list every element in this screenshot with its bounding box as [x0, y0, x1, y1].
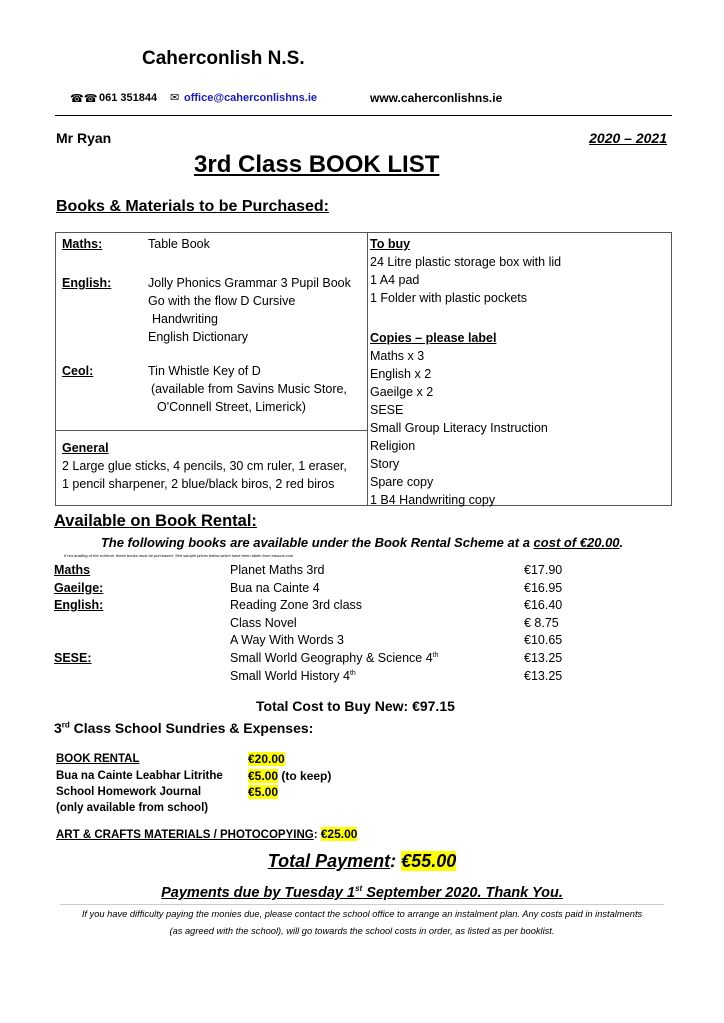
general-label: General — [62, 441, 109, 455]
rental-book — [230, 651, 439, 665]
school-name: Caherconlish N.S. — [142, 48, 305, 69]
rental-book: Bua na Cainte 4 — [230, 580, 320, 595]
footer-line-1: If you have difficulty paying the monies due, please contact the school office to arrange an instalment plan. Any costs paid in instalments — [81, 909, 643, 919]
subjects-cell — [55, 232, 368, 431]
sundries-heading — [54, 720, 313, 736]
total-cost-new: Total Cost to Buy New: €97.15 — [256, 698, 455, 714]
bua-amount: €5.00 — [248, 769, 279, 783]
to-buy-item: 24 Litre plastic storage box with lid — [370, 255, 562, 269]
sundries-num: 3 — [54, 720, 62, 736]
website[interactable]: www.caherconlishns.ie — [370, 91, 503, 105]
teacher: Mr Ryan — [56, 130, 112, 146]
rental-heading: Available on Book Rental: — [54, 512, 257, 530]
journal-note: (only available from school) — [56, 802, 209, 814]
general-cell — [55, 430, 368, 506]
rental-price: €17.90 — [524, 563, 563, 577]
book-item: Go with the flow D Cursive — [148, 294, 296, 308]
rental-price: €13.25 — [524, 651, 563, 665]
book-item: Jolly Phonics Grammar 3 Pupil Book — [148, 276, 351, 290]
rental-price: €13.25 — [524, 668, 563, 683]
phone: 061 351844 — [99, 92, 158, 104]
sundries-title: Class School Sundries & Expenses: — [69, 720, 314, 736]
rental-book-sup: th — [432, 651, 439, 659]
sundries-sup: rd — [61, 720, 70, 730]
rental-price: €16.95 — [524, 580, 563, 595]
footer-line-2: (as agreed with the school), will go towards the school costs in order, as listed as per booklist. — [169, 926, 555, 936]
rental-book-title: Small World Geography & Science 4 — [230, 651, 433, 665]
purchase-heading: Books & Materials to be Purchased: — [56, 198, 329, 215]
maths-label: Maths: — [62, 237, 103, 251]
rental-price: €16.40 — [524, 598, 563, 613]
rental-book: A Way With Words 3 — [230, 633, 344, 648]
to-buy-cell — [367, 232, 672, 506]
to-buy-item: 1 A4 pad — [370, 273, 420, 287]
due-post: September 2020. Thank You. — [362, 884, 563, 901]
to-buy-label: To buy — [370, 237, 411, 251]
general-line: 2 Large glue sticks, 4 pencils, 30 cm ruler, 1 eraser, — [62, 459, 347, 473]
total-payment: Total Payment: €55.00 — [267, 851, 457, 871]
envelope-icon: ✉ — [170, 92, 180, 104]
rental-book-title: Small World History 4 — [230, 668, 350, 683]
rental-intro — [0, 535, 724, 550]
book-item: Handwriting — [152, 312, 219, 326]
copy-item: Religion — [370, 439, 416, 453]
copy-item: SESE — [370, 403, 404, 417]
rental-subject: Gaeilge: — [54, 580, 104, 595]
bua-note: (to keep) — [281, 769, 332, 783]
rental-book: Reading Zone 3rd class — [230, 598, 363, 613]
rental-book — [230, 669, 356, 683]
to-buy-item: 1 Folder with plastic pockets — [370, 291, 528, 305]
art-label: ART & CRAFTS MATERIALS / PHOTOCOPYING — [56, 829, 314, 841]
book-rental-label: BOOK RENTAL — [56, 753, 140, 765]
due-sup: st — [355, 884, 363, 893]
copy-item: Maths x 3 — [370, 349, 425, 363]
page-title: 3rd Class BOOK LIST — [194, 151, 440, 178]
rental-subject: SESE: — [54, 651, 92, 665]
total-payment-amount: €55.00 — [401, 851, 457, 871]
rental-cost: cost of €20.00 — [533, 535, 620, 550]
book-item: (available from Savins Music Store, — [151, 382, 347, 396]
copy-item: Spare copy — [370, 475, 434, 489]
payment-due — [0, 884, 724, 901]
copy-item: 1 B4 Handwriting copy — [370, 493, 496, 507]
general-line: 1 pencil sharpener, 2 blue/black biros, 2 red biros — [62, 477, 335, 491]
copy-item: Small Group Literacy Instruction — [370, 421, 548, 435]
journal-amount: €5.00 — [248, 785, 279, 799]
header-divider — [55, 115, 672, 116]
book-item: English Dictionary — [148, 330, 249, 344]
school-year: 2020 – 2021 — [589, 130, 667, 146]
copies-label: Copies – please label — [370, 331, 497, 345]
copy-item: Story — [370, 457, 400, 471]
rental-price: € 8.75 — [524, 615, 559, 630]
rental-intro-end: . — [619, 535, 624, 550]
bua-amount-row — [248, 769, 331, 783]
book-item: Table Book — [148, 237, 210, 251]
rental-book: Class Novel — [230, 615, 297, 630]
rental-intro-text: The following books are available under the Book Rental Scheme at a — [100, 535, 534, 550]
copy-item: English x 2 — [370, 367, 432, 381]
english-label: English: — [62, 276, 112, 290]
rental-book-sup: th — [349, 669, 356, 677]
copy-item: Gaeilge x 2 — [370, 385, 434, 399]
rental-price: €10.65 — [524, 633, 563, 648]
rental-subject: Maths — [54, 563, 91, 577]
due-pre: Payments due by Tuesday 1 — [161, 884, 356, 901]
book-item: O'Connell Street, Limerick) — [157, 400, 306, 414]
book-rental-amount: €20.00 — [248, 752, 285, 766]
total-payment-label: Total Payment — [267, 851, 391, 871]
art-row: ART & CRAFTS MATERIALS / PHOTOCOPYING: €25.00 — [56, 827, 358, 841]
rental-book: Planet Maths 3rd — [230, 563, 325, 577]
rental-subject: English: — [54, 598, 104, 613]
book-item: Tin Whistle Key of D — [148, 364, 261, 378]
phone-icon: ☎☎ — [70, 93, 98, 105]
bua-label: Bua na Cainte Leabhar Litrithe — [56, 770, 223, 782]
email-link[interactable]: office@caherconlishns.ie — [184, 92, 317, 104]
ceol-label: Ceol: — [62, 364, 94, 378]
footer-divider — [60, 904, 664, 905]
art-amount: €25.00 — [320, 827, 358, 841]
rental-note: If not availing of the scheme, these books must be purchased. See sample prices below which have been taken from easons.com — [64, 553, 294, 558]
journal-label: School Homework Journal — [56, 786, 202, 798]
